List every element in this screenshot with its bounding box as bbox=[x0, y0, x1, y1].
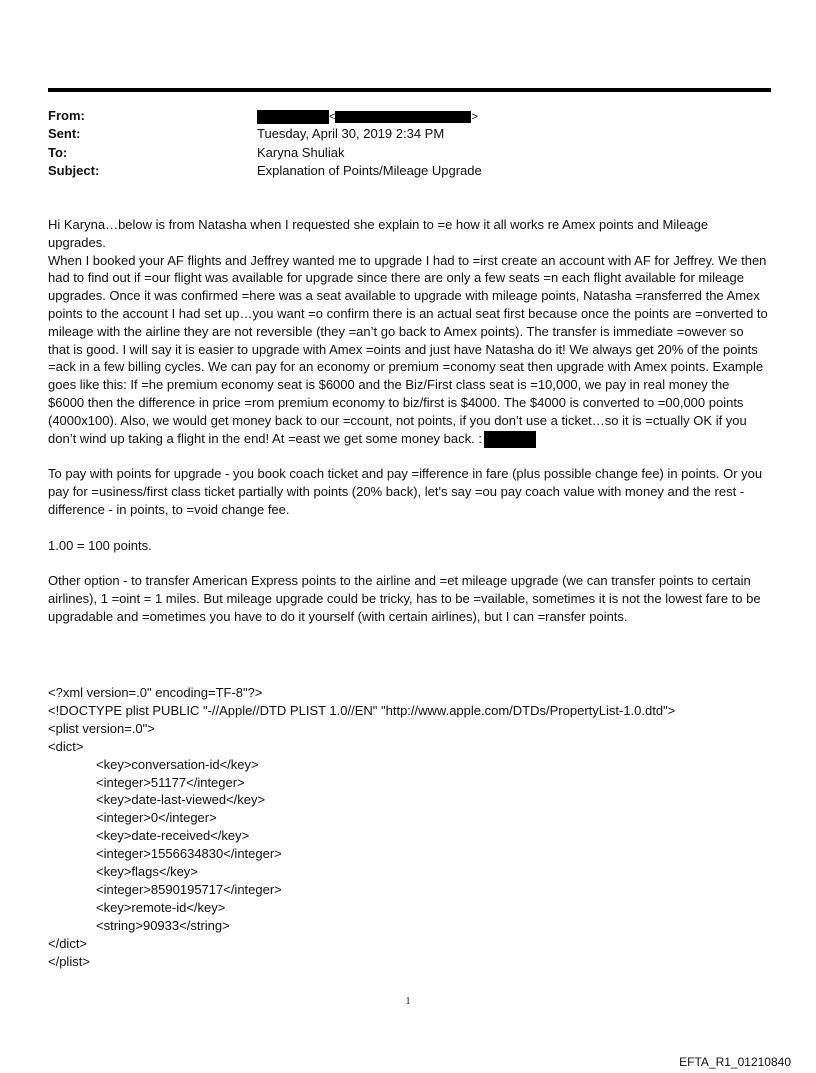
from-label: From: bbox=[48, 108, 85, 123]
subject-label: Subject: bbox=[48, 163, 100, 178]
redaction-block bbox=[484, 431, 536, 448]
plist-line: <?xml version=.0" encoding=TF-8"?> bbox=[48, 685, 263, 700]
plist-line: <key>date-last-viewed</key> bbox=[96, 792, 266, 808]
body-paragraph: To pay with points for upgrade - you book coach ticket and pay =ifference in fare (plus possible change fee) in points. Or you pay for =usiness/first class ticket partially with points (20% back), let's say =ou pay coach value with money and the rest - difference - in points, to =void change fee. bbox=[48, 466, 763, 518]
email-body bbox=[48, 216, 768, 643]
document-id: EFTA_R1_01210840 bbox=[679, 1055, 791, 1069]
plist-line: <dict> bbox=[48, 738, 84, 754]
body-paragraph bbox=[48, 252, 768, 448]
page-number: 1 bbox=[405, 996, 411, 1007]
redaction-block bbox=[257, 110, 329, 124]
plist-line: <integer>8590195717</integer> bbox=[96, 881, 282, 897]
plist-line: <integer>1556634830</integer> bbox=[96, 846, 282, 862]
header-rule bbox=[48, 88, 771, 92]
redaction-block bbox=[335, 111, 471, 123]
plist-line: <key>date-received</key> bbox=[96, 828, 250, 844]
plist-line: <plist version=.0"> bbox=[48, 720, 155, 736]
plist-line: </dict> bbox=[48, 935, 88, 951]
plist-line: <key>flags</key> bbox=[96, 864, 198, 880]
plist-line: <key>remote-id</key> bbox=[96, 899, 226, 915]
body-paragraph-text: When I booked your AF flights and Jeffrey wanted me to upgrade I had to =irst create an account with AF for Jeffrey. We then had to find out if =our flight was available for upgrade since there are only a few seats =n each flight available for mileage upgrades. Once it was confirmed =here was a seat available to upgrade with mileage points, Natasha =ransferred the Amex points to the account I had set up…you want =o confirm there is an actual seat first because once the points are =onverted to mileage with the airline they are not reversible (they =an’t go back to Amex points). The transfer is immediate =owever so that is good. I will say it is easier to upgrade with Amex =oints and just have Natasha do it! We always get 20% of the points =ack in a few billing cycles. We can pay for an economy or premium =conomy seat then upgrade with Amex points. Example goes like this: If =he premium economy seat is $6000 and the Biz/First class seat is =10,000, we pay in real money the $6000 then the difference in price =rom premium economy to biz/first is $4000. The $4000 is converted to =00,000 points (4000x100). Also, we would get money back to our =ccount, not points, if you don’t use a ticket…so it is =ctually OK if you don’t wind up taking a flight in the end! At =east we get some money back. : bbox=[48, 252, 768, 446]
sent-label: Sent: bbox=[48, 126, 81, 141]
plist-line: <!DOCTYPE plist PUBLIC "-//Apple//DTD PLIST 1.0//EN" "http://www.apple.com/DTDs/PropertyList-1.0.dtd"> bbox=[48, 702, 676, 718]
plist-line: <integer>51177</integer> bbox=[96, 774, 245, 790]
to-value: Karyna Shuliak bbox=[257, 145, 345, 160]
body-paragraph: Hi Karyna…below is from Natasha when I requested she explain to =e how it all works re Amex points and Mileage upgrades. bbox=[48, 217, 709, 250]
plist-block bbox=[48, 684, 675, 971]
plist-line: <string>90933</string> bbox=[96, 917, 230, 933]
body-paragraph: Other option - to transfer American Express points to the airline and =et mileage upgrade (we can transfer points to certain airlines), 1 =oint = 1 miles. But mileage upgrade could be tricky, has to be =vailable, sometimes it is not the lowest fare to be upgradable and =ometimes you have to do it yourself (with certain airlines), but I can =ransfer points. bbox=[48, 573, 761, 624]
plist-line: <key>conversation-id</key> bbox=[96, 756, 259, 772]
plist-line: </plist> bbox=[48, 953, 90, 969]
subject-value: Explanation of Points/Mileage Upgrade bbox=[257, 163, 482, 178]
body-paragraph: 1.00 = 100 points. bbox=[48, 537, 152, 553]
sent-value: Tuesday, April 30, 2019 2:34 PM bbox=[257, 126, 445, 141]
plist-line: <integer>0</integer> bbox=[96, 810, 217, 826]
from-value-redacted: < > bbox=[257, 107, 478, 126]
to-label: To: bbox=[48, 145, 68, 160]
